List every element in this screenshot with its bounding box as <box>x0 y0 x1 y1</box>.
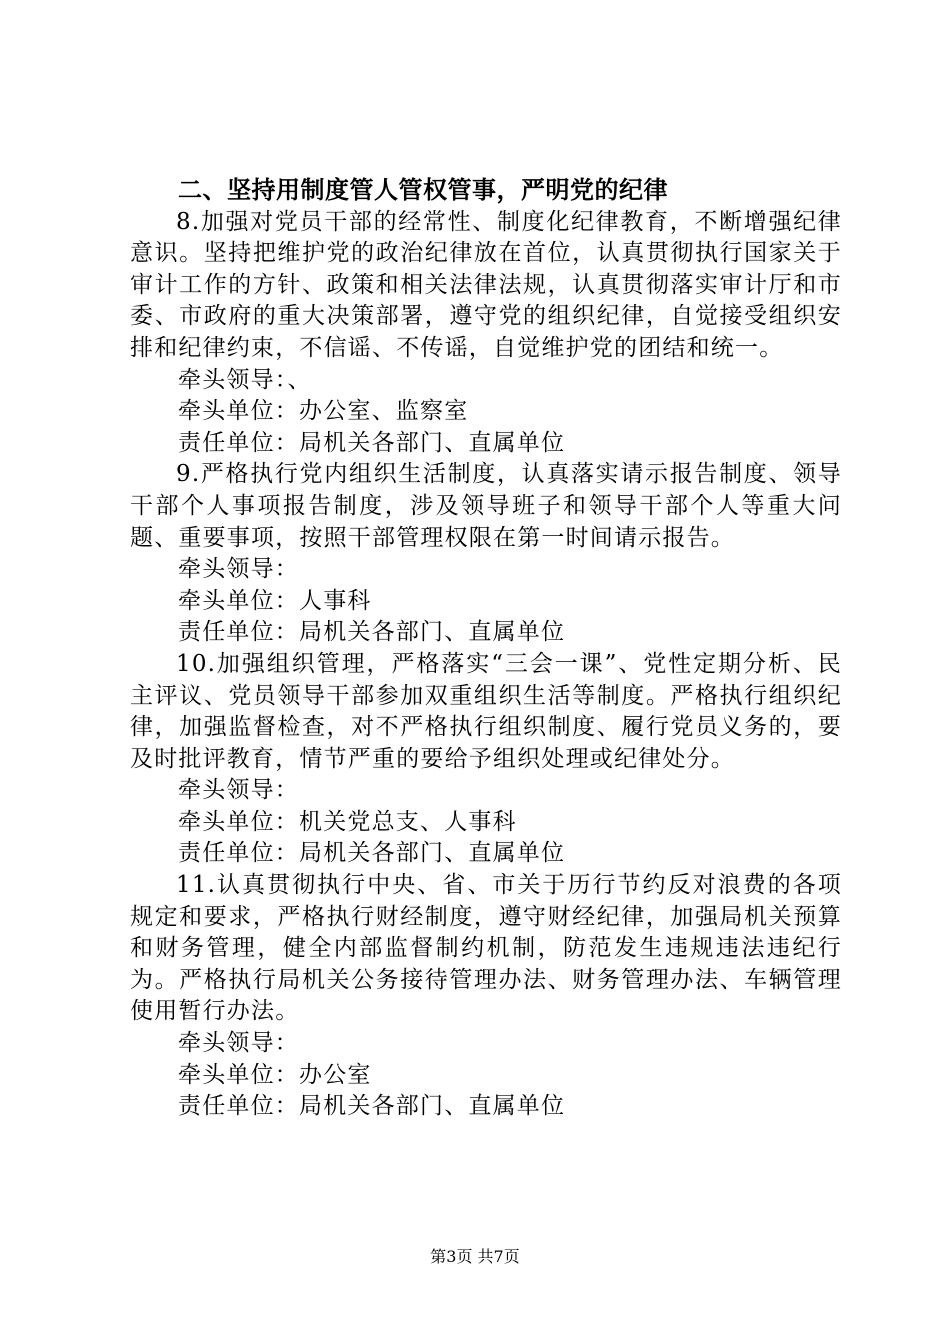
section-heading: 二、坚持用制度管人管权管事，严明党的纪律 <box>178 176 668 204</box>
lead-leader: 牵头领导： <box>178 777 299 804</box>
lead-unit: 牵头单位：办公室 <box>178 1061 372 1088</box>
document-body <box>130 175 842 1123</box>
page-footer: 第3页 共7页 <box>430 1247 520 1266</box>
lead-unit: 牵头单位：办公室、监察室 <box>178 398 469 425</box>
item-text: 11.认真贯彻执行中央、省、市关于历行节约反对浪费的各项规定和要求，严格执行财经制度，遵守财经纪律，加强局机关预算和财务管理，健全内部监督制约机制，防范发生违规违法违纪行为。严格执行局机关公务接待管理办法、财务管理办法、车辆管理使用暂行办法。 <box>130 872 842 1025</box>
lead-leader: 牵头领导：、 <box>178 366 312 393</box>
lead-unit: 牵头单位：人事科 <box>178 587 372 614</box>
responsible-unit: 责任单位：局机关各部门、直属单位 <box>178 840 566 867</box>
item-10 <box>130 649 842 870</box>
responsible-unit: 责任单位：局机关各部门、直属单位 <box>178 429 566 456</box>
item-8 <box>130 207 842 460</box>
item-11 <box>130 870 842 1123</box>
lead-leader: 牵头领导： <box>178 1030 299 1057</box>
item-text: 10.加强组织管理，严格落实“三会一课”、党性定期分析、民主评议、党员领导干部参加双重组织生活等制度。严格执行组织纪律，加强监督检查，对不严格执行组织制度、履行党员义务的，要及时批评教育，情节严重的要给予组织处理或纪律处分。 <box>130 650 842 772</box>
lead-leader: 牵头领导： <box>178 556 299 583</box>
item-9 <box>130 459 842 649</box>
item-text: 9.严格执行党内组织生活制度，认真落实请示报告制度、领导干部个人事项报告制度，涉及领导班子和领导干部个人等重大问题、重要事项，按照干部管理权限在第一时间请示报告。 <box>130 461 842 551</box>
responsible-unit: 责任单位：局机关各部门、直属单位 <box>178 619 566 646</box>
lead-unit: 牵头单位：机关党总支、人事科 <box>178 808 517 835</box>
item-text: 8.加强对党员干部的经常性、制度化纪律教育，不断增强纪律意识。坚持把维护党的政治纪律放在首位，认真贯彻执行国家关于审计工作的方针、政策和相关法律法规，认真贯彻落实审计厅和市委、市政府的重大决策部署，遵守党的组织纪律，自觉接受组织安排和纪律约束，不信谣、不传谣，自觉维护党的团结和统一。 <box>130 208 842 361</box>
responsible-unit: 责任单位：局机关各部门、直属单位 <box>178 1093 566 1120</box>
